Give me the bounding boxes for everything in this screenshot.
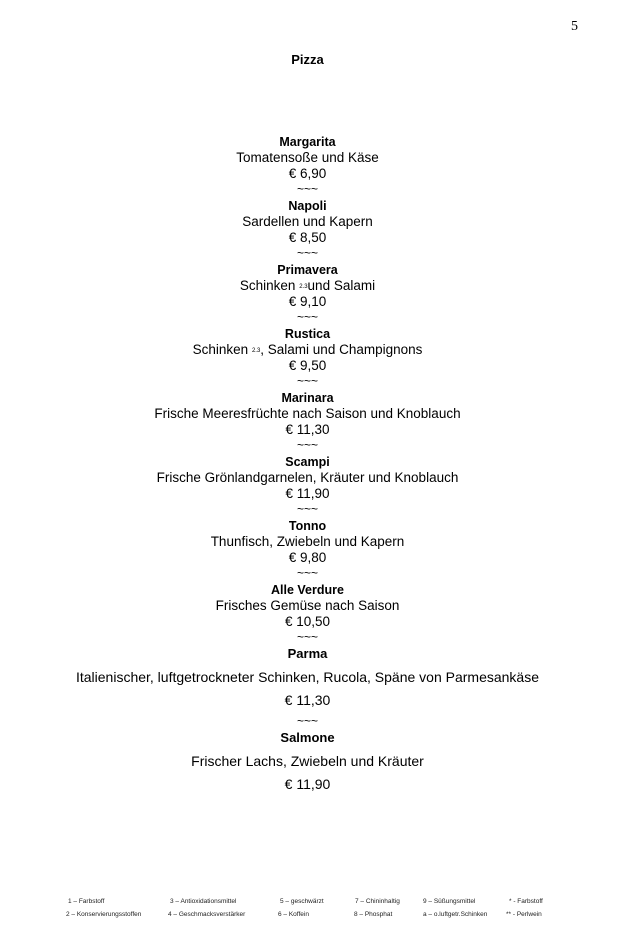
desc-before: Schinken — [192, 342, 249, 357]
item-name: Napoli — [288, 199, 327, 213]
separator: ~~~ — [296, 566, 319, 580]
item-price: € 10,50 — [284, 614, 331, 629]
footnote: * - Farbstoff — [509, 898, 543, 905]
item-description: Tomatensoße und Käse — [236, 150, 379, 165]
footnote: a – o.luftgetr.Schinken — [423, 911, 488, 918]
item-price: € 8,50 — [288, 230, 327, 245]
footnote: 1 – Farbstoff — [68, 898, 105, 905]
separator: ~~~ — [296, 630, 319, 644]
item-price: € 11,90 — [285, 486, 330, 501]
separator: ~~~ — [296, 502, 319, 516]
footnote: 2 – Konservierungsstoffen — [66, 911, 142, 918]
menu-item-marinara — [0, 390, 615, 454]
menu-item-salmone — [0, 730, 615, 792]
item-name: Scampi — [285, 455, 330, 469]
item-description: Frische Grönlandgarnelen, Kräuter und Knoblauch — [156, 470, 459, 485]
item-name: Primavera — [277, 263, 338, 277]
desc-after: und Salami — [307, 278, 376, 293]
page-title: Pizza — [291, 52, 324, 67]
allergen-code: 2.3 — [251, 348, 261, 354]
item-name: Margarita — [279, 135, 336, 149]
item-description: Frische Meeresfrüchte nach Saison und Knoblauch — [154, 406, 461, 421]
item-price: € 9,10 — [288, 294, 327, 309]
item-name: Marinara — [281, 391, 334, 405]
item-name: Tonno — [288, 519, 327, 533]
footnote: 9 – Süßungsmittel — [423, 898, 476, 905]
menu-item-parma — [0, 646, 615, 730]
footnote: ** - Perlwein — [506, 911, 542, 918]
item-name: Salmone — [280, 730, 335, 745]
menu-item-margarita — [0, 134, 615, 198]
item-price: € 11,90 — [284, 776, 331, 792]
pizza-menu — [0, 134, 615, 792]
footnote: 8 – Phosphat — [354, 911, 393, 918]
footnote: 6 – Koffein — [278, 911, 309, 918]
item-description: Frischer Lachs, Zwiebeln und Kräuter — [191, 753, 424, 769]
separator: ~~~ — [296, 374, 319, 388]
item-price: € 11,30 — [284, 692, 331, 708]
menu-item-alle-verdure — [0, 582, 615, 646]
separator: ~~~ — [296, 182, 319, 196]
separator: ~~~ — [296, 438, 319, 452]
item-description — [0, 278, 615, 294]
item-description — [0, 342, 615, 358]
item-description: Thunfisch, Zwiebeln und Kapern — [210, 534, 405, 549]
menu-item-scampi — [0, 454, 615, 518]
menu-item-rustica — [0, 326, 615, 390]
footnote: 7 – Chininhaltig — [355, 898, 400, 905]
menu-item-napoli — [0, 198, 615, 262]
desc-after: , Salami und Champignons — [260, 342, 423, 357]
item-name: Rustica — [284, 327, 331, 341]
separator: ~~~ — [296, 246, 319, 260]
item-price: € 9,80 — [288, 550, 327, 565]
item-name: Alle Verdure — [271, 583, 344, 597]
page-number: 5 — [571, 19, 578, 34]
item-price: € 6,90 — [288, 166, 327, 181]
menu-item-tonno — [0, 518, 615, 582]
footnote: 3 – Antioxidationsmittel — [170, 898, 237, 905]
footnote: 5 – geschwärzt — [280, 898, 324, 905]
item-price: € 9,50 — [288, 358, 327, 373]
separator: ~~~ — [296, 714, 319, 728]
footnote: 4 – Geschmacksverstärker — [168, 911, 246, 918]
separator: ~~~ — [296, 310, 319, 324]
item-description: Italienischer, luftgetrockneter Schinken, Rucola, Späne von Parmesankäse — [75, 669, 540, 685]
item-description: Frisches Gemüse nach Saison — [215, 598, 400, 613]
item-name: Parma — [287, 646, 328, 661]
allergen-code: 2.3 — [299, 284, 308, 290]
menu-item-primavera — [0, 262, 615, 326]
item-price: € 11,30 — [285, 422, 330, 437]
desc-before: Schinken — [239, 278, 296, 293]
item-description: Sardellen und Kapern — [242, 214, 373, 229]
